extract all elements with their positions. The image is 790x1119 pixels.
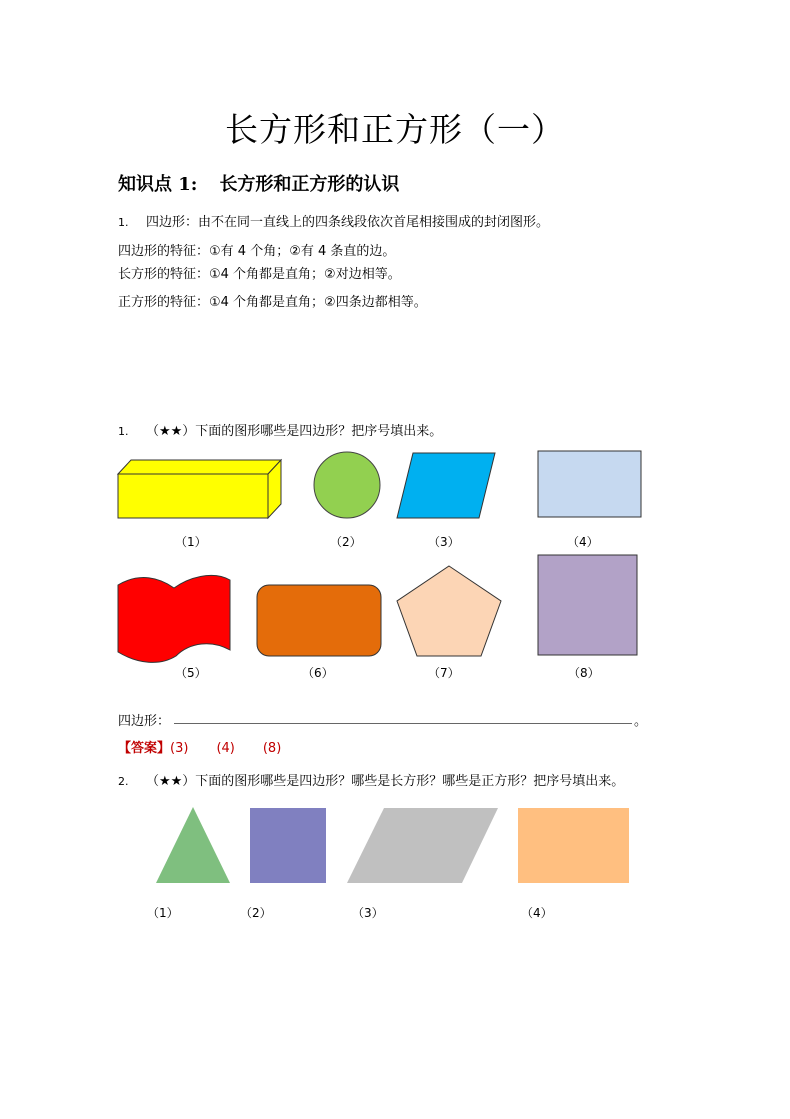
quadrilateral-definition: 四边形：由不在同一直线上的四条线段依次首尾相接围成的封闭图形。 xyxy=(146,215,550,230)
question-number: 2. xyxy=(118,775,129,788)
shape-label: （1） xyxy=(147,906,179,920)
shape-label: （7） xyxy=(428,666,460,680)
square-features: 正方形的特征：①4 个角都是直角；②四条边都相等。 xyxy=(118,295,427,310)
shape-wavy xyxy=(118,575,230,662)
page-title: 长方形和正方形（一） xyxy=(225,110,565,149)
question-text: （★★）下面的图形哪些是四边形？把序号填出来。 xyxy=(146,424,443,439)
shape-circle xyxy=(314,452,380,518)
shape-rectangle xyxy=(518,808,629,883)
shape-label: （3） xyxy=(428,535,460,549)
shape-parallelogram xyxy=(397,453,495,518)
shape-rectangle xyxy=(538,451,641,517)
quad-features: 四边形的特征：①有 4 个角；②有 4 条直的边。 xyxy=(118,244,396,259)
shape-label: （2） xyxy=(240,906,272,920)
section-name: 长方形和正方形的认识 xyxy=(219,174,400,195)
item-number: 1. xyxy=(118,216,129,229)
shape-label: （8） xyxy=(568,666,600,680)
shape-label: （4） xyxy=(521,906,553,920)
question-text: （★★）下面的图形哪些是四边形？哪些是长方形？哪些是正方形？把序号填出来。 xyxy=(146,774,625,789)
question-number: 1. xyxy=(118,425,129,438)
shape-label: （5） xyxy=(175,666,207,680)
answer-item: (8) xyxy=(262,741,282,756)
shape-parallelogram xyxy=(347,808,498,883)
answer-tag: 【答案】 xyxy=(118,741,171,756)
answer-item: (4) xyxy=(216,741,235,756)
shape-label: （3） xyxy=(352,906,384,920)
fill-in-end: 。 xyxy=(634,714,648,729)
answer-blank[interactable] xyxy=(174,722,632,724)
shape-label: （1） xyxy=(175,535,207,549)
section-label: 知识点 1: xyxy=(118,174,198,195)
shape-square xyxy=(250,808,326,883)
shape-pentagon xyxy=(397,566,501,656)
shape-triangle xyxy=(156,807,230,883)
question-2 xyxy=(118,770,624,789)
shape-label: （4） xyxy=(567,535,599,549)
shape-label: （6） xyxy=(302,666,334,680)
shape-label: （2） xyxy=(330,535,362,549)
answer-item: (3) xyxy=(170,741,189,756)
shape-rounded-rectangle xyxy=(257,585,381,656)
fill-in-prompt: 四边形： xyxy=(118,714,171,729)
rect-features: 长方形的特征：①4 个角都是直角；②对边相等。 xyxy=(118,267,401,282)
shape-cuboid xyxy=(118,460,281,518)
answer-line xyxy=(118,737,281,756)
shape-square xyxy=(538,555,637,655)
